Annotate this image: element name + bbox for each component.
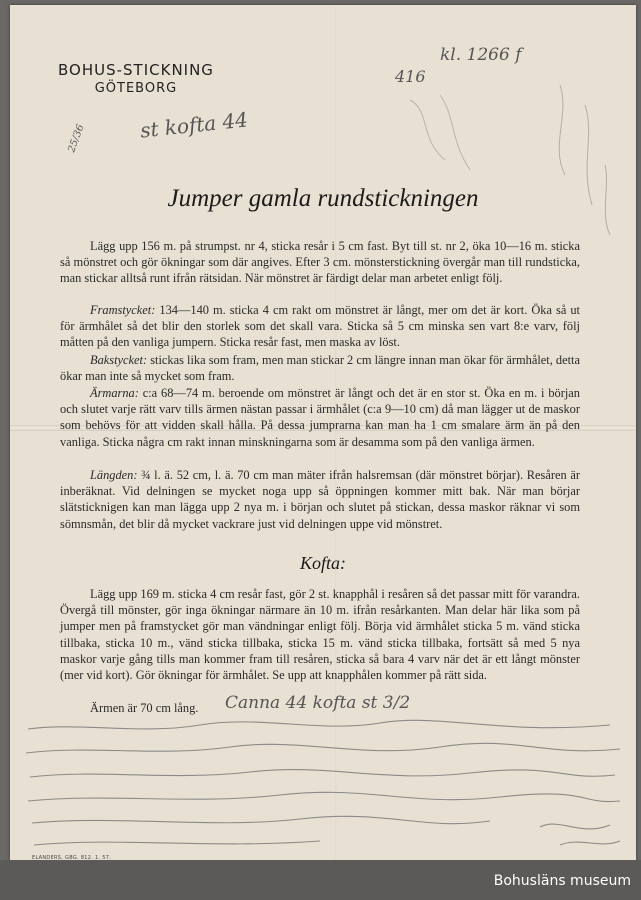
margin-scribbles bbox=[530, 75, 630, 245]
framstycket-paragraph bbox=[60, 302, 580, 351]
bakstycket-paragraph bbox=[60, 352, 580, 384]
langden-paragraph bbox=[60, 467, 580, 532]
langden-text: ¾ l. ä. 52 cm, l. ä. 70 cm man mäter ifrån halsremsan (där mönstret börjar). Resåren är inberäknat. Vid delningen se mycket noga upp så öppningen kommer mitt bak. När man börjar slätsticknigen kan man lägga upp 2 nya m. i början och slutet på stickan, dessa maskor räknar vi som sömnsmån, det blir då mycket vackrare just vid delningen uppe vid mönstret. bbox=[60, 468, 580, 531]
intro-paragraph: Lägg upp 156 m. på strumpst. nr 4, sticka resår i 5 cm fast. Byt till st. nr 2, öka 10—16 m. sticka så mönstret och gör ökningar som där angives. Efter 3 cm. mönsterstickning övergår man till rundsticka, man stickar alltså runt ifrån rätsidan. När mönstret är färdigt delar man arbetet enligt följ. bbox=[60, 239, 580, 286]
handwritten-catalog-number: kl. 1266 f bbox=[440, 45, 522, 65]
bakstycket-label: Bakstycket: bbox=[90, 353, 148, 367]
pattern-sheet bbox=[10, 5, 636, 860]
pattern-title: Jumper gamla rundstickningen bbox=[167, 185, 479, 212]
armarna-text: c:a 68—74 m. beroende om mönstret är långt och det är en stor st. Öka en m. i början och slutet varje rätt varv tills ärmen nästan passar i ärmhålet (c:a 9—10 cm) då man lägger ut de maskor som behövs för att vidden skall hålla. På dessa jumprarna kan man ha 1 cm smalare ärm än på den vanliga. Sticka några cm rakt innan minskningarna som är desamma som på den vanliga ärmen. bbox=[60, 386, 580, 449]
handwritten-date: 25/36 bbox=[66, 123, 87, 154]
bakstycket-text: stickas lika som fram, men man stickar 2 cm längre innan man ökar för ärmhålet, detta ökar man inte så mycket som fram. bbox=[60, 353, 580, 384]
museum-credit: Bohusläns museum bbox=[493, 873, 631, 889]
langden-label: Längden: bbox=[90, 468, 138, 482]
kofta-heading: Kofta: bbox=[299, 553, 346, 573]
handwritten-note: st kofta 44 bbox=[139, 107, 249, 143]
handwritten-number: 416 bbox=[395, 67, 426, 86]
kofta-paragraph: Lägg upp 169 m. sticka 4 cm resår fast, gör 2 st. knapphål i resåren så det passar mitt för varandra. Övergå till mönster, gör inga ökningar närmare än 10 m. ifrån resårkanten. Man delar här lika som på jumper men på framstycket gör man vändningar enligt följ. Börja vid ärmhålet sticka 5 m. vänd sticka tillbaka, sticka 10 m., vänd sticka tillbaka, sticka 15 m. vänd sticka tillbaka, fortsätt så med 5 nya maskor varje gång tills man kommer fram till resåren, sticka så bara 4 varv när det är ett långt mönster (mer vid kort). Gör ökningar för ärmhålet. Se upp att knapphålen kommer på rätt sida. bbox=[60, 587, 580, 683]
letterhead bbox=[58, 61, 214, 96]
framstycket-label: Framstycket: bbox=[90, 303, 156, 317]
handwritten-yarn-note: Canna 44 kofta st 3/2 bbox=[225, 693, 411, 713]
armarna-label: Ärmarna: bbox=[90, 386, 139, 400]
pencil-scribbles bbox=[400, 90, 500, 180]
handwritten-scribbles bbox=[20, 717, 630, 857]
brand-city: GÖTEBORG bbox=[94, 81, 178, 96]
armarna-paragraph bbox=[60, 385, 580, 450]
printer-mark: ELANDERS, GBG. 812. 1. 57. bbox=[32, 855, 112, 860]
brand-name: BOHUS-STICKNING bbox=[58, 61, 214, 79]
arm-length-line: Ärmen är 70 cm lång. bbox=[90, 701, 199, 715]
framstycket-text: 134—140 m. sticka 4 cm rakt om mönstret är långt, mer om det är kort. Öka så ut för ärmhålet så det blir den storlek som det skall vara. Sticka så 5 cm minska sen vart 8:e varv, följ måtten på den vanliga jumpern. Sticka resår fast, men maska av löst. bbox=[60, 303, 580, 350]
